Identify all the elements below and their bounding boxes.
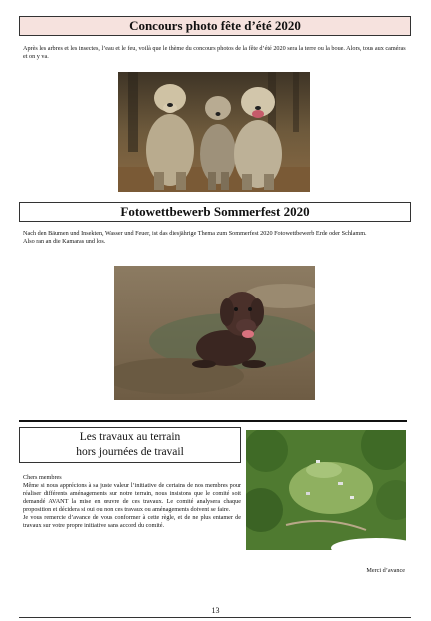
travaux-title-line-1: Les travaux au terrain <box>79 431 181 443</box>
section-title-concours-photo: Concours photo fête d’été 2020 <box>19 16 411 36</box>
travaux-text <box>23 474 241 530</box>
section-divider <box>19 420 407 422</box>
section-title-travaux <box>19 427 241 463</box>
concours-photo-text: Après les arbres et les insectes, l’eau et le feu, voilà que le thème du concours photos de la fête d’été 2020 sera la terre ou la boue. Alors, tous aux caméras et on y va. <box>23 45 406 60</box>
fotowettbewerb-line-2: Also ran an die Kamaras und los. <box>23 238 106 245</box>
fotowettbewerb-text <box>23 230 408 246</box>
travaux-body-2: Je vous remercie d’avance de vous conformer à cette règle, et de ne plus entamer de travaux sur votre propre initiative sans accord du comité. <box>23 514 241 529</box>
photo-three-muddy-dogs <box>118 72 310 192</box>
photo-labrador-in-mud <box>114 266 315 400</box>
page-number: 13 <box>211 606 220 615</box>
footer-divider <box>19 617 411 618</box>
travaux-salutation: Chers membres <box>23 474 62 481</box>
fotowettbewerb-line-1: Nach den Bäumen und Insekten, Wasser und Feuer, ist das diesjährige Thema zum Sommerfest 2020 Fotowettbewerb Erde oder Schlamm. <box>23 230 367 237</box>
travaux-title-line-2: hors journées de travail <box>76 446 184 458</box>
travaux-body-1: Même si nous apprécions à sa juste valeur l’initiative de certains de nos membres pour réaliser différents aménagements sur notre terrain, nous insistons que le comité soit demandé AVANT la mise en œuvre de ces travaux. Le comité analysera chaque proposition et décidera si oui ou non ces travaux ou aménagements doivent se faire. <box>23 482 241 513</box>
photo-aerial-terrain <box>246 430 406 550</box>
photo-credit: Merci d’avance <box>366 567 405 574</box>
section-title-fotowettbewerb: Fotowettbewerb Sommerfest 2020 <box>19 202 411 222</box>
